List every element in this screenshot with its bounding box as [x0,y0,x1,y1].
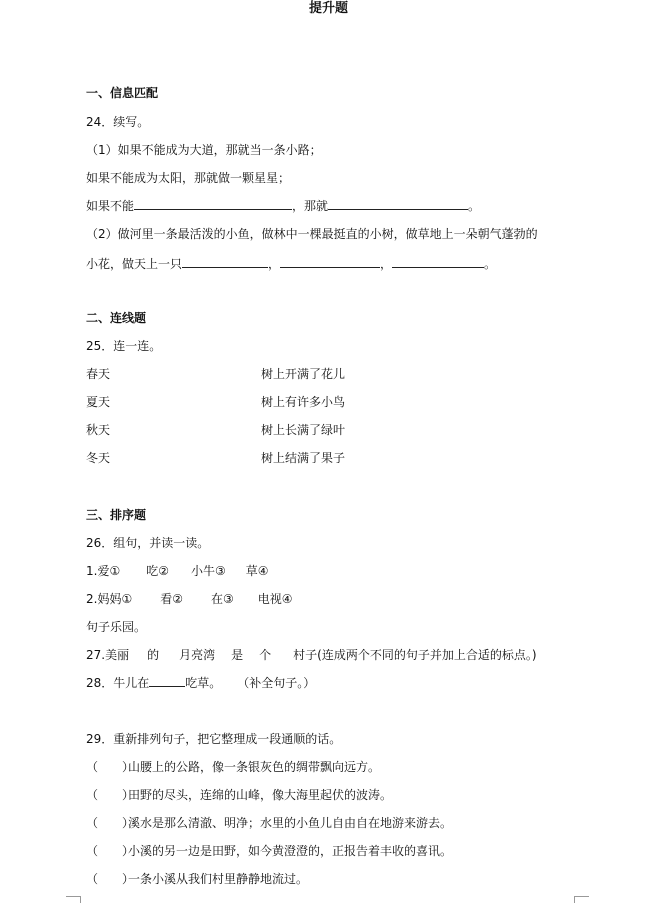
match-row [86,366,346,382]
question-26-tail: 句子乐园。 [86,620,147,634]
word-chip: 是 [231,648,244,662]
word-chip: 吃② [146,564,169,578]
season-label[interactable]: 冬天 [86,451,111,465]
text-fragment: 如果不能 [86,199,135,213]
word-chip: 个 [259,648,272,662]
text-fragment: ，那就 [292,199,329,213]
ordering-sentence: 溪水是那么清澈、明净；水里的小鱼儿自由自在地游来游去。 [128,816,453,830]
order-answer-box[interactable]: （ ） [86,760,135,774]
question-24-stem: 24．续写。 [86,115,150,129]
match-row [86,450,346,466]
question-25-stem: 25．连一连。 [86,339,162,353]
section-heading-matching-lines: 二、连线题 [86,311,147,325]
word-chip: 1.爱① [86,564,121,578]
page-title: 提升题 [308,1,348,16]
ordering-item [86,759,380,775]
season-label[interactable]: 夏天 [86,395,111,409]
order-answer-box[interactable]: （ ） [86,788,135,802]
word-chip: 村子 [293,648,318,662]
word-group-2 [86,591,293,607]
section-heading-ordering: 三、排序题 [86,508,147,522]
tree-description[interactable]: 树上开满了花儿 [261,367,346,381]
text-fragment: 。 [468,199,481,213]
question-24-line-2: 如果不能成为太阳，那就做一颗星星； [86,171,291,185]
question-27-line [86,647,537,663]
text-fragment: 。 [484,257,497,271]
question-28-instruction: （补全句子。） [237,676,316,690]
ordering-sentence: 一条小溪从我们村里静静地流过。 [128,872,309,886]
text-fragment: ， [268,257,281,271]
ordering-item [86,871,308,887]
tree-description[interactable]: 树上结满了果子 [261,451,346,465]
word-chip: 电视④ [257,592,293,606]
word-group-1 [86,563,269,579]
page-corner-mark [574,896,589,903]
question-27-instruction: (连成两个不同的句子并加上合适的标点。) [317,648,537,662]
question-24-line-5 [86,256,496,272]
match-row [86,422,346,438]
word-chip: 小牛③ [190,564,226,578]
word-chip: 看② [160,592,183,606]
answer-blank[interactable] [182,256,268,268]
question-24-line-3 [86,198,480,214]
order-answer-box[interactable]: （ ） [86,872,135,886]
ordering-sentence: 小溪的另一边是田野，如今黄澄澄的，正报告着丰收的喜讯。 [128,844,453,858]
season-label[interactable]: 春天 [86,367,111,381]
tree-description[interactable]: 树上长满了绿叶 [261,423,346,437]
text-fragment: 小花，做天上一只 [86,257,183,271]
text-fragment: 28．牛儿在 [86,676,150,690]
ordering-item [86,787,392,803]
ordering-sentence: 田野的尽头，连绵的山峰，像大海里起伏的波涛。 [128,788,393,802]
question-24-line-1: （1）如果不能成为大道，那就当一条小路； [86,143,322,157]
section-heading-matching: 一、信息匹配 [86,86,159,100]
order-answer-box[interactable]: （ ） [86,844,135,858]
word-chip: 在③ [210,592,234,606]
text-fragment: 吃草。 [185,676,222,690]
answer-blank[interactable] [280,256,380,268]
season-label[interactable]: 秋天 [86,423,111,437]
tree-description[interactable]: 树上有许多小鸟 [261,395,346,409]
word-chip: 月亮湾 [179,648,216,662]
answer-blank[interactable] [328,198,468,210]
answer-blank[interactable] [149,675,185,687]
text-fragment: ， [380,257,393,271]
order-answer-box[interactable]: （ ） [86,816,135,830]
word-chip: 27.美丽 [86,648,130,662]
question-24-line-4: （2）做河里一条最活泼的小鱼，做林中一棵最挺直的小树，做草地上一朵朝气蓬勃的 [86,227,538,241]
ordering-item [86,843,452,859]
answer-blank[interactable] [134,198,292,210]
match-row [86,394,346,410]
word-chip: 的 [147,648,160,662]
word-chip: 2.妈妈① [86,592,133,606]
ordering-item [86,815,452,831]
question-28-line [86,675,315,691]
question-26-stem: 26．组句，并读一读。 [86,536,210,550]
page-corner-mark [66,896,81,903]
answer-blank[interactable] [392,256,484,268]
word-chip: 草④ [245,564,269,578]
ordering-sentence: 山腰上的公路，像一条银灰色的绸带飘向远方。 [128,760,381,774]
question-29-stem: 29．重新排列句子，把它整理成一段通顺的话。 [86,732,342,746]
